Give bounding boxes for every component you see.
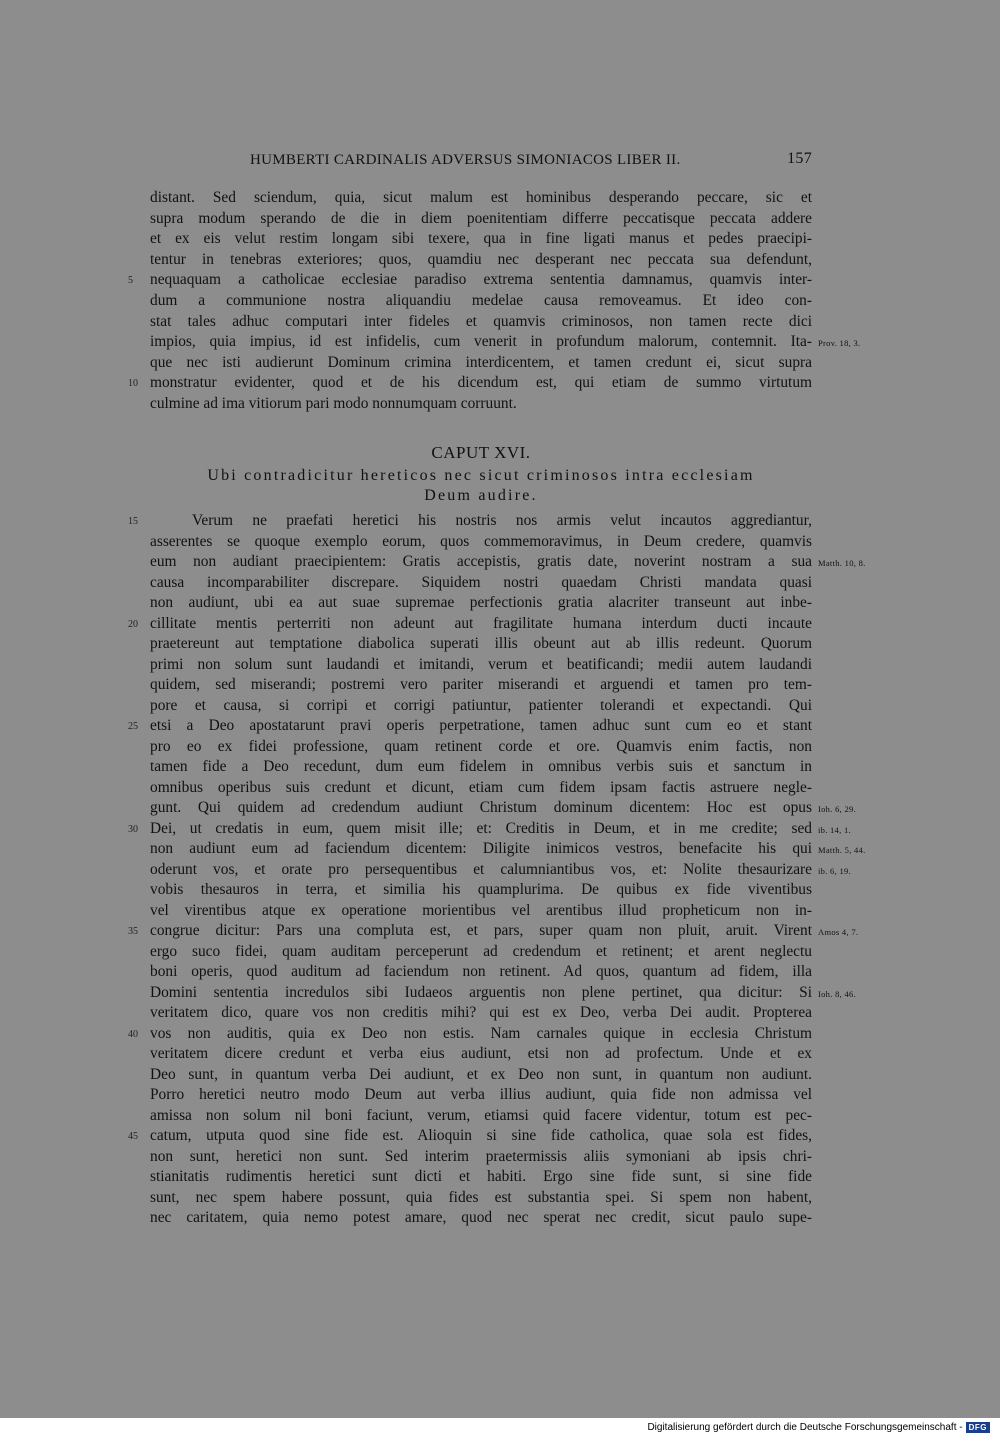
marginal-reference: ib. 6, 19. <box>818 865 851 876</box>
text-line: supra modum sperando de die in diem poenitentiam differre peccatisque peccata addere <box>150 209 812 227</box>
line-number: 5 <box>128 275 133 287</box>
running-header <box>150 152 812 172</box>
text-line: praetereunt aut temptatione diabolica superati illis obeunt aut ab illis redeunt. Quorum <box>150 635 812 652</box>
text-line: culmine ad ima vitiorum pari modo nonnumquam corruunt. <box>150 395 517 412</box>
text-line: Dei, ut credatis in eum, quem misit ille; et: Creditis in Deum, et in me credite; sed <box>150 819 812 837</box>
text-line: que nec isti audierunt Dominum crimina interdicentem, et tamen credunt ei, sicut supra <box>150 353 812 371</box>
text-line: cillitate mentis perterriti non adeunt aut fragilitate humana interdum ducti incaute <box>150 614 812 632</box>
chapter-heading: CAPUT XVI. <box>431 443 531 462</box>
line-number: 20 <box>128 618 138 630</box>
text-line: non audiunt eum ad faciendum dicentem: Diligite inimicos vestros, benefacite his qui <box>150 840 812 857</box>
text-line: asserentes se quoque exemplo eorum, quos commemoravimus, in Deum credere, quamvis <box>150 532 812 550</box>
text-line: Domini sententia incredulos sibi Iudaeos arguentis non plene pertinet, qua dicitur: Si <box>150 983 812 1001</box>
marginal-reference: Ioh. 8, 46. <box>818 988 857 999</box>
footer-text: Digitalisierung gefördert durch die Deutsche Forschungsgemeinschaft - <box>647 1421 963 1433</box>
text-line: Porro heretici neutro modo Deum aut verba illius audiunt, quia fide non admissa vel <box>150 1086 812 1103</box>
chapter-subtitle-line-2: Deum audire. <box>424 487 538 504</box>
text-line: boni operis, quod auditum ad faciendum non retinent. Ad quos, quantum ad fidem, illa <box>150 963 812 980</box>
text-line: pore et causa, si corripi et corrigi patiuntur, patienter tolerandi et expectandi. Qui <box>150 696 812 714</box>
text-line: impios, quia impius, id est infidelis, cum venerit in profundum malorum, contemnit. Ita- <box>150 333 812 351</box>
text-line: eum non audiant praecipientem: Gratis accepistis, gratis date, noverint nostram a sua <box>150 553 812 570</box>
line-number: 35 <box>128 926 138 937</box>
text-line: Verum ne praefati heretici his nostris nos armis velut incautos aggrediantur, <box>192 512 812 529</box>
text-line: nequaquam a catholicae ecclesiae paradiso extrema sententia damnamus, quamvis inter- <box>150 271 812 289</box>
text-line: omnibus operibus suis credunt et dicunt, etiam cum fidem ipsam factis astruere negle- <box>150 778 812 796</box>
text-line: stianitatis rudimentis heretici sunt dicti et habiti. Ergo sine fide sunt, si sine fide <box>150 1168 812 1185</box>
running-title: HUMBERTI CARDINALIS ADVERSUS SIMONIACOS LIBER II. <box>250 152 681 168</box>
text-line: amissa non solum nil boni faciunt, verum, etiamsi quid facere videntur, totum est pec- <box>150 1106 812 1124</box>
text-line: tamen fide a Deo recedunt, dum eum fidelem in omnibus verbis suis et sanctum in <box>150 758 812 775</box>
text-line: veritatem dico, quare vos non creditis mihi? qui est ex Deo, verba Dei audit. Propterea <box>150 1004 812 1021</box>
marginal-reference: Prov. 18, 3. <box>818 338 861 349</box>
digitization-footer <box>647 1420 990 1434</box>
text-line: quidem, sed miserandi; postremi vero pariter miserandi et arguendi et tamen pro tem- <box>150 676 812 693</box>
marginal-reference: ib. 14, 1. <box>818 824 851 835</box>
text-line: sunt, nec spem habere possunt, quia fides est substantia spei. Si spem non habent, <box>150 1188 812 1206</box>
line-number: 10 <box>128 378 138 390</box>
text-line: primi non solum sunt laudandi et imitandi, verum et beatificandi; medii autem laudandi <box>150 655 812 673</box>
text-line: dum a communione nostra aliquandiu medelae causa removeamus. Et ideo con- <box>150 292 812 309</box>
text-line: nec caritatem, quia nemo potest amare, quod nec sperat nec credit, sicut paulo supe- <box>150 1209 812 1226</box>
text-line: oderunt vos, et orate pro persequentibus et calumniantibus vos, et: Nolite thesaurizare <box>150 860 812 878</box>
text-line: catum, utputa quod sine fide est. Alioquin si sine fide catholica, quae sola est fides, <box>150 1127 812 1144</box>
text-line: ergo suco fidei, quam auditam perceperunt ad credendum et retinent; et arent neglectu <box>150 942 812 960</box>
line-number: 40 <box>128 1028 138 1040</box>
text-line: monstratur evidenter, quod et de his dicendum est, qui etiam de summo virtutum <box>150 374 812 392</box>
text-line: vel virentibus atque ex operatione morientibus vel arentibus illud propheticum non in- <box>150 901 812 919</box>
text-line: Deo sunt, in quantum verba Dei audiunt, et ex Deo non sunt, in quantum non audiunt. <box>150 1065 812 1083</box>
marginal-reference: Matth. 5, 44. <box>818 845 866 855</box>
line-number: 15 <box>128 516 138 527</box>
text-line: non audiunt, ubi ea aut suae supremae perfectionis gratia alacriter transeunt aut inbe- <box>150 594 812 611</box>
line-number: 45 <box>128 1131 138 1142</box>
text-line: causa incomparabiliter discrepare. Siquidem nostri quaedam Christi mandata quasi <box>150 573 812 591</box>
line-number: 30 <box>128 823 138 835</box>
text-line: et ex eis velut restim longam sibi texere, qua in fine ligati manus et pedes praecipi- <box>150 230 812 248</box>
text-line: veritatem dicere credunt et verba eius audiunt, etsi non ad profectum. Unde et ex <box>150 1045 812 1062</box>
text-line: tentur in tenebras exteriores; quos, quamdiu nec desperant nec peccata sua defendunt, <box>150 250 812 268</box>
chapter-subtitle-line-1: Ubi contradicitur hereticos nec sicut criminosos intra ecclesiam <box>207 467 755 484</box>
marginal-reference: Amos 4, 7. <box>818 927 859 937</box>
dfg-logo: DFG <box>966 1422 990 1433</box>
text-line: pro eo ex fidei professione, quam retinent corde et ore. Quamvis enim factis, non <box>150 737 812 755</box>
text-line: etsi a Deo apostatarunt pravi operis perpetratione, tamen adhuc sunt cum eo et stant <box>150 717 812 734</box>
text-line: vobis thesauros in terra, et similia his quamplurima. De quibus ex fide viventibus <box>150 881 812 898</box>
text-line: gunt. Qui quidem ad credendum audiunt Christum dominum dicentem: Hoc est opus <box>150 799 812 816</box>
marginal-reference: Matth. 10, 8. <box>818 558 866 568</box>
text-line: distant. Sed sciendum, quia, sicut malum est hominibus desperando peccare, sic et <box>150 189 812 206</box>
marginal-reference: Ioh. 6, 29. <box>818 804 857 814</box>
text-line: non sunt, heretici non sunt. Sed interim praetermissis aliis symoniani ab ipsis chri- <box>150 1147 812 1165</box>
text-line: stat tales adhuc computari inter fideles et quamvis criminosos, non tamen recte dici <box>150 312 812 330</box>
text-line: congrue dicitur: Pars una compluta est, et pars, super quam non pluit, aruit. Virent <box>150 922 812 939</box>
line-number: 25 <box>128 721 138 732</box>
text-line: vos non auditis, quia ex Deo non estis. Nam carnales quique in ecclesia Christum <box>150 1024 812 1042</box>
page-number: 157 <box>787 150 812 167</box>
